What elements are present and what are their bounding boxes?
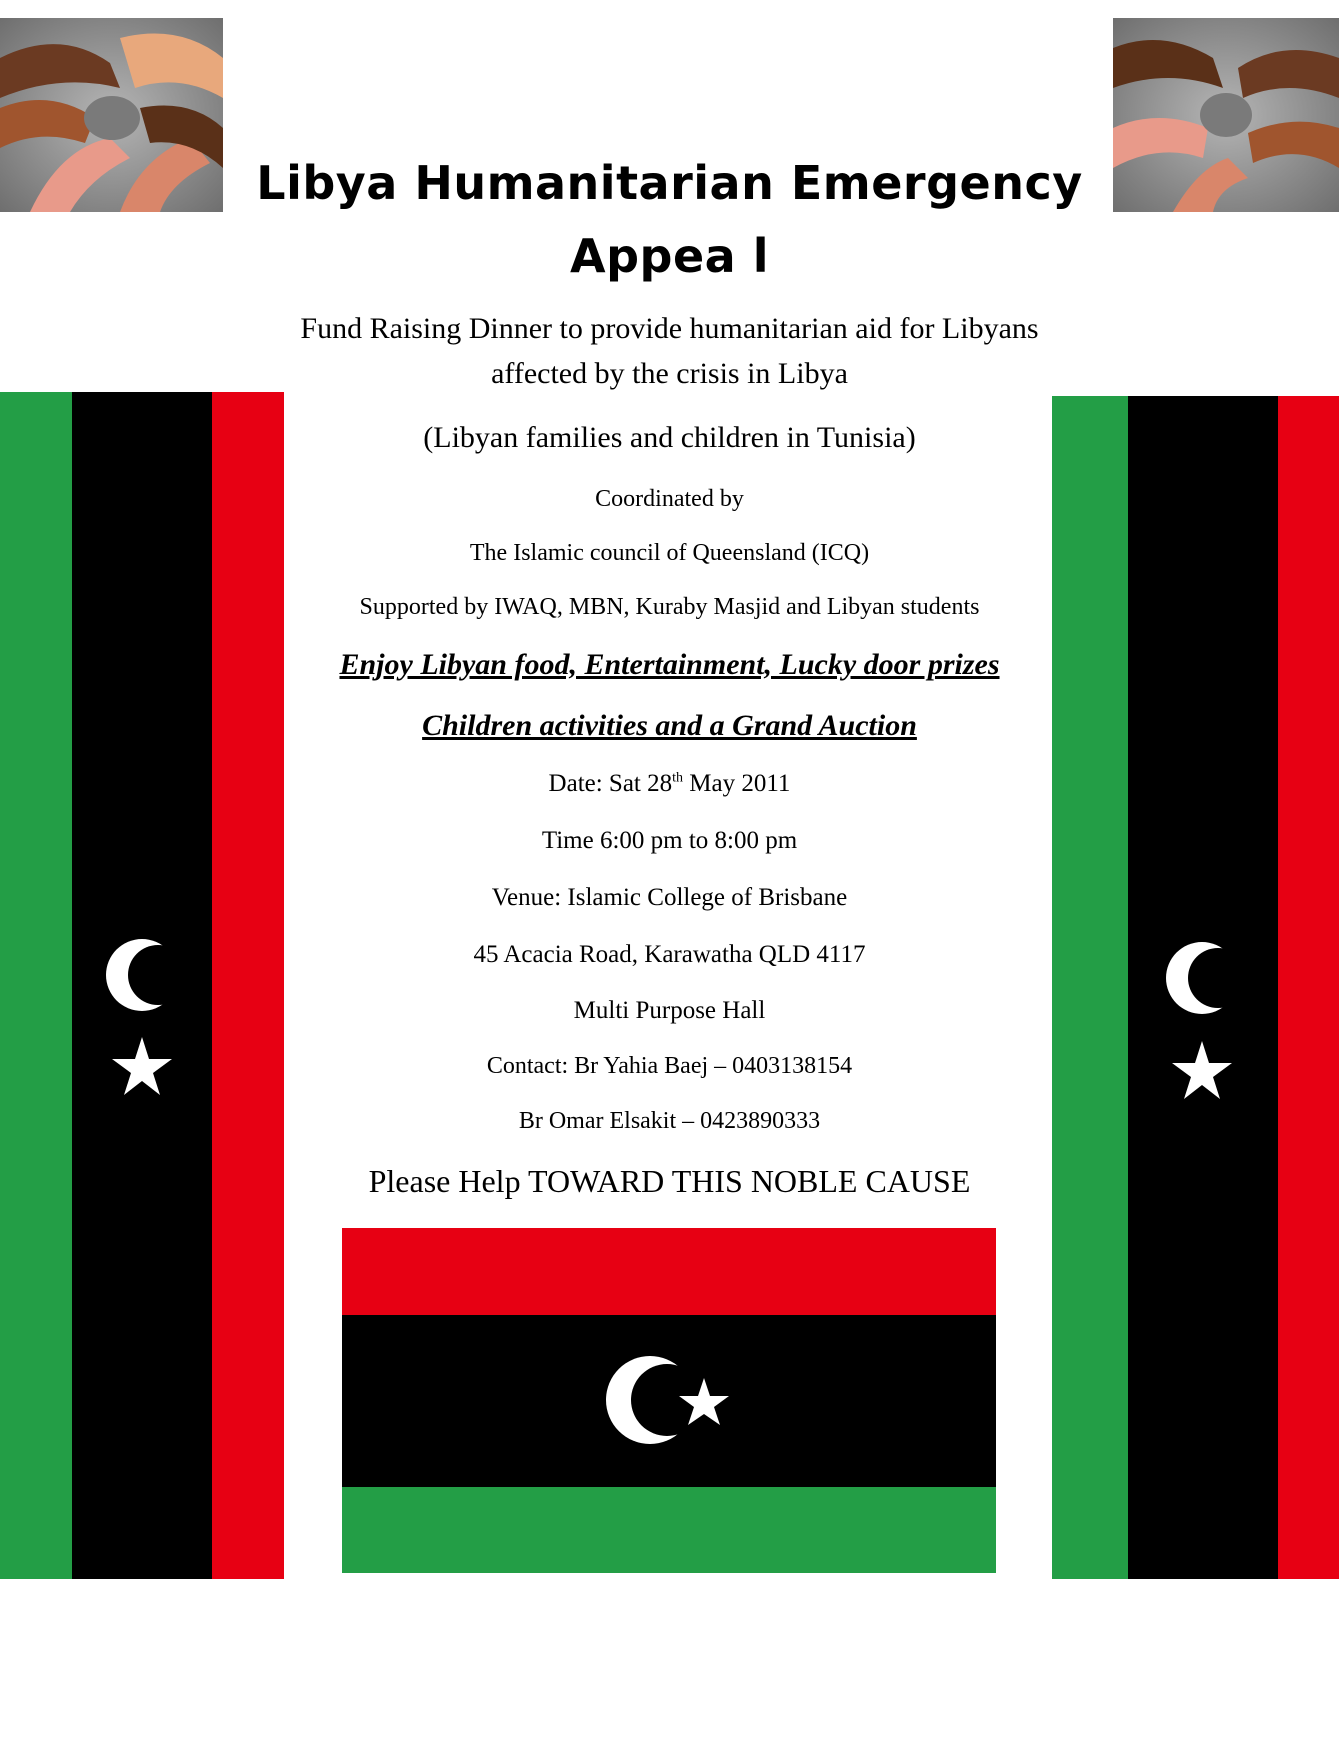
contact-2: Br Omar Elsakit – 0423890333 bbox=[518, 1108, 821, 1134]
subtitle-line1: Fund Raising Dinner to provide humanitarian aid for Libyans bbox=[300, 312, 1039, 345]
contact-1: Contact: Br Yahia Baej – 0403138154 bbox=[486, 1053, 853, 1079]
event-hall: Multi Purpose Hall bbox=[573, 997, 766, 1024]
highlight-line1: Enjoy Libyan food, Entertainment, Lucky door prizes bbox=[339, 648, 1000, 681]
page-title-line1: Libya Humanitarian Emergency bbox=[256, 156, 1083, 210]
event-date-suffix: th bbox=[672, 770, 684, 786]
event-venue: Venue: Islamic College of Brisbane bbox=[491, 884, 848, 911]
libya-flag-right bbox=[1052, 396, 1339, 1579]
subtitle-line2: affected by the crisis in Libya bbox=[491, 357, 848, 390]
highlight-line2: Children activities and a Grand Auction bbox=[422, 709, 917, 742]
supporters: Supported by IWAQ, MBN, Kuraby Masjid and Libyan students bbox=[359, 594, 980, 620]
event-address: 45 Acacia Road, Karawatha QLD 4117 bbox=[473, 941, 866, 968]
subtitle-line3: (Libyan families and children in Tunisia) bbox=[423, 421, 916, 454]
event-date bbox=[0, 770, 1339, 798]
page-title-line2: Appea l bbox=[570, 229, 769, 283]
coordinator: The Islamic council of Queensland (ICQ) bbox=[469, 540, 870, 566]
event-date-prefix: Date: Sat 28 bbox=[548, 770, 673, 797]
call-to-action: Please Help TOWARD THIS NOBLE CAUSE bbox=[368, 1163, 971, 1199]
libya-flag-bottom bbox=[342, 1228, 996, 1573]
event-time: Time 6:00 pm to 8:00 pm bbox=[541, 827, 798, 854]
event-date-rest: May 2011 bbox=[683, 770, 791, 797]
coordinated-label: Coordinated by bbox=[595, 486, 744, 512]
libya-flag-left bbox=[0, 392, 284, 1579]
